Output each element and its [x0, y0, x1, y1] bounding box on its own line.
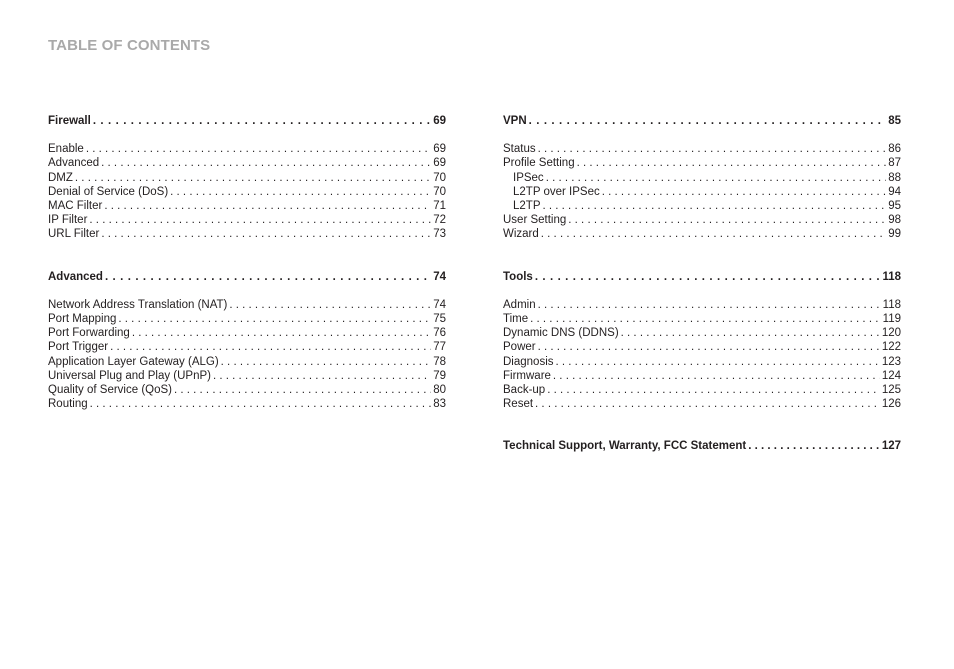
toc-entry-label: Advanced — [48, 270, 103, 283]
toc-entry[interactable] — [503, 156, 901, 170]
dot-leader — [748, 439, 880, 453]
dot-leader — [101, 156, 431, 170]
toc-entry[interactable] — [48, 227, 446, 241]
toc-page-number: 70 — [433, 185, 446, 198]
toc-entry-label: Port Trigger — [48, 341, 109, 354]
dot-leader — [535, 270, 881, 284]
toc-entry[interactable] — [48, 369, 446, 383]
dot-leader — [546, 171, 887, 185]
dot-leader — [621, 326, 880, 340]
toc-section-heading[interactable] — [48, 270, 446, 284]
toc-entry-label: Tools — [503, 270, 533, 283]
toc-entry-label: Back-up — [503, 384, 546, 397]
toc-entry[interactable] — [48, 383, 446, 397]
toc-entry[interactable] — [48, 142, 446, 156]
toc-entry-label: Power — [503, 341, 536, 354]
dot-leader — [213, 369, 431, 383]
dot-leader — [170, 185, 431, 199]
dot-leader — [529, 114, 887, 128]
toc-page-number: 122 — [881, 341, 901, 354]
toc-entry-label: Application Layer Gateway (ALG) — [48, 355, 219, 368]
toc-page-number: 88 — [888, 171, 901, 184]
toc-entry[interactable] — [503, 397, 901, 411]
dot-leader — [535, 397, 880, 411]
toc-page-number: 118 — [882, 270, 901, 283]
toc-right-column — [503, 114, 901, 454]
toc-entry-label: Time — [503, 313, 529, 326]
toc-page-number: 76 — [433, 327, 446, 340]
toc-page-number: 125 — [881, 384, 901, 397]
toc-entry[interactable] — [503, 227, 901, 241]
toc-page-number: 69 — [433, 115, 446, 127]
toc-page-number: 75 — [433, 313, 446, 326]
toc-entry-label: Denial of Service (DoS) — [48, 185, 169, 198]
toc-entry[interactable] — [48, 185, 446, 199]
toc-entry-label: Quality of Service (QoS) — [48, 384, 172, 397]
toc-page-number: 74 — [433, 270, 446, 283]
dot-leader — [221, 355, 432, 369]
toc-page-number: 124 — [881, 369, 901, 382]
toc-entry-label: Port Mapping — [48, 313, 117, 326]
toc-entry-label: Reset — [503, 398, 534, 411]
toc-page-number: 71 — [433, 200, 446, 213]
toc-entry-label: Advanced — [48, 157, 100, 170]
toc-entry-label: IPSec — [513, 171, 544, 184]
toc-page-number: 78 — [433, 355, 446, 368]
toc-entry[interactable] — [48, 298, 446, 312]
toc-page-number: 94 — [888, 185, 901, 198]
dot-leader — [93, 114, 431, 128]
toc-entry[interactable] — [503, 298, 901, 312]
toc-entry-label: Enable — [48, 143, 84, 156]
toc-entry[interactable] — [48, 397, 446, 411]
toc-page-number: 118 — [882, 298, 901, 311]
toc-page-number: 99 — [888, 228, 901, 241]
toc-entry-label: DMZ — [48, 171, 73, 184]
dot-leader — [553, 369, 880, 383]
dot-leader — [86, 142, 431, 156]
dot-leader — [541, 227, 886, 241]
toc-page-number: 70 — [433, 171, 446, 184]
toc-entry[interactable] — [503, 355, 901, 369]
toc-entry[interactable] — [48, 156, 446, 170]
toc-entry-label: Diagnosis — [503, 355, 554, 368]
toc-left-column — [48, 114, 446, 439]
toc-entry-label: MAC Filter — [48, 200, 103, 213]
toc-entry[interactable] — [48, 326, 446, 340]
toc-section — [48, 114, 446, 242]
toc-entry-label: Firmware — [503, 369, 551, 382]
toc-page-number: 126 — [881, 398, 901, 411]
toc-section — [503, 114, 901, 242]
toc-entry-label: L2TP — [513, 200, 541, 213]
toc-page-number: 72 — [433, 214, 446, 227]
page-title: TABLE OF CONTENTS — [48, 37, 211, 54]
dot-leader — [602, 185, 886, 199]
toc-entry-label: IP Filter — [48, 214, 88, 227]
toc-entry-label: Firewall — [48, 115, 91, 127]
toc-entry[interactable] — [503, 312, 901, 326]
toc-entry-label: URL Filter — [48, 228, 100, 241]
dot-leader — [538, 340, 880, 354]
dot-leader — [132, 326, 431, 340]
toc-entry-label: Status — [503, 143, 536, 156]
toc-entry[interactable] — [48, 355, 446, 369]
dot-leader — [547, 383, 880, 397]
toc-page-number: 85 — [888, 115, 901, 127]
toc-page-number: 86 — [888, 143, 901, 156]
toc-page-number: 98 — [888, 214, 901, 227]
toc-section-heading[interactable] — [503, 270, 901, 284]
toc-page-number: 80 — [433, 384, 446, 397]
toc-entry[interactable] — [48, 340, 446, 354]
dot-leader — [577, 156, 887, 170]
toc-page-number: 73 — [433, 228, 446, 241]
toc-page-number: 123 — [881, 355, 901, 368]
toc-page-number: 87 — [888, 157, 901, 170]
toc-page-number: 79 — [433, 369, 446, 382]
toc-page-number: 69 — [433, 157, 446, 170]
toc-entry[interactable] — [503, 340, 901, 354]
toc-entry[interactable] — [503, 185, 901, 199]
toc-section — [503, 270, 901, 412]
toc-entry-label: Profile Setting — [503, 157, 575, 170]
dot-leader — [568, 213, 886, 227]
toc-entry[interactable] — [503, 326, 901, 340]
toc-entry[interactable] — [503, 369, 901, 383]
dot-leader — [118, 312, 431, 326]
toc-entry-label: User Setting — [503, 214, 567, 227]
toc-page-number: 77 — [433, 341, 446, 354]
dot-leader — [110, 340, 431, 354]
toc-entry[interactable] — [503, 171, 901, 185]
toc-entry[interactable] — [503, 383, 901, 397]
toc-entry-label: L2TP over IPSec — [513, 185, 600, 198]
toc-entry-label: Universal Plug and Play (UPnP) — [48, 369, 211, 382]
toc-page-number: 127 — [881, 440, 901, 453]
dot-leader — [530, 312, 881, 326]
dot-leader — [538, 142, 887, 156]
toc-entry[interactable] — [503, 213, 901, 227]
toc-entry-label: Dynamic DNS (DDNS) — [503, 327, 619, 340]
dot-leader — [229, 298, 431, 312]
toc-entry[interactable] — [503, 142, 901, 156]
toc-entry-label: Wizard — [503, 228, 539, 241]
toc-page-number: 83 — [433, 398, 446, 411]
toc-page-number: 119 — [882, 313, 901, 326]
dot-leader — [543, 199, 887, 213]
toc-entry[interactable] — [48, 312, 446, 326]
dot-leader — [556, 355, 880, 369]
dot-leader — [75, 171, 431, 185]
toc-entry-label: Network Address Translation (NAT) — [48, 298, 228, 311]
toc-support-entry[interactable] — [503, 439, 901, 453]
dot-leader — [105, 270, 431, 284]
dot-leader — [101, 227, 431, 241]
toc-section-heading[interactable] — [48, 114, 446, 128]
toc-entry-label: Port Forwarding — [48, 327, 130, 340]
toc-entry-label: VPN — [503, 115, 527, 127]
dot-leader — [90, 397, 432, 411]
toc-entry[interactable] — [48, 213, 446, 227]
toc-entry[interactable] — [48, 171, 446, 185]
dot-leader — [89, 213, 431, 227]
toc-page-number: 95 — [888, 200, 901, 213]
toc-section — [48, 270, 446, 412]
dot-leader — [538, 298, 881, 312]
toc-entry-label: Technical Support, Warranty, FCC Statement — [503, 440, 747, 453]
toc-page-number: 69 — [433, 143, 446, 156]
toc-page-number: 74 — [433, 298, 446, 311]
toc-section-heading[interactable] — [503, 114, 901, 128]
toc-entry[interactable] — [48, 199, 446, 213]
dot-leader — [104, 199, 431, 213]
toc-entry[interactable] — [503, 199, 901, 213]
toc-entry-label: Routing — [48, 398, 88, 411]
toc-page-number: 120 — [881, 327, 901, 340]
toc-entry-label: Admin — [503, 298, 536, 311]
dot-leader — [174, 383, 431, 397]
